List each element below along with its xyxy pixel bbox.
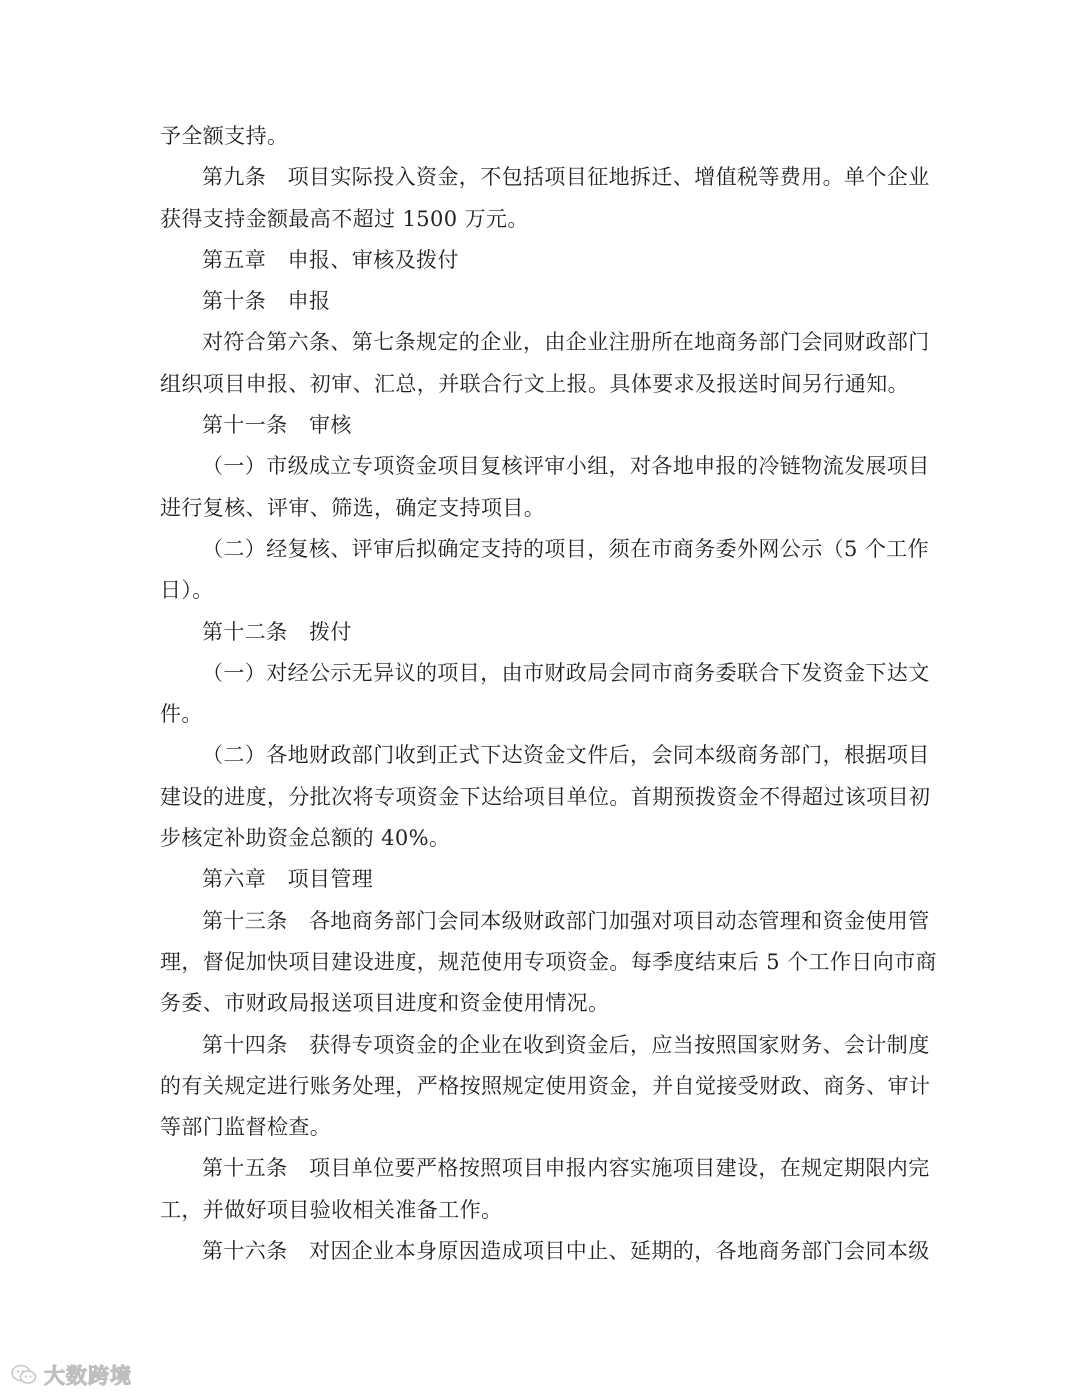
- text-line: 日）。: [160, 578, 214, 603]
- text-line: 进行复核、评审、筛选，确定支持项目。: [160, 495, 546, 520]
- watermark-text: 大数跨境: [44, 1364, 132, 1388]
- chapter-heading: 第六章 项目管理: [202, 867, 374, 892]
- chapter-heading: 第五章 申报、审核及拨付: [202, 247, 459, 272]
- article-heading: 第十一条 审核: [202, 413, 352, 438]
- text-line: 第十四条 获得专项资金的企业在收到资金后，应当按照国家财务、会计制度: [202, 1032, 930, 1057]
- text-line: （一）市级成立专项资金项目复核评审小组，对各地申报的冷链物流发展项目: [202, 454, 930, 479]
- text-line: 工，并做好项目验收相关准备工作。: [160, 1197, 503, 1222]
- text-line: 理，督促加快项目建设进度，规范使用专项资金。每季度结束后 5 个工作日向市商: [160, 949, 937, 974]
- text-line: 第九条 项目实际投入资金，不包括项目征地拆迁、增值税等费用。单个企业: [202, 165, 930, 190]
- text-line: （一）对经公示无异议的项目，由市财政局会同市商务委联合下发资金下达文: [202, 660, 930, 685]
- text-line: 第十五条 项目单位要严格按照项目申报内容实施项目建设，在规定期限内完: [202, 1156, 930, 1181]
- text-line: 第十三条 各地商务部门会同本级财政部门加强对项目动态管理和资金使用管: [202, 908, 930, 933]
- text-line: 等部门监督检查。: [160, 1115, 332, 1140]
- text-line: 予全额支持。: [160, 124, 289, 148]
- text-line: 建设的进度，分批次将专项资金下达给项目单位。首期预拨资金不得超过该项目初: [160, 784, 931, 809]
- watermark: [10, 1358, 132, 1392]
- text-line: 务委、市财政局报送项目进度和资金使用情况。: [160, 991, 610, 1016]
- text-line: 步核定补助资金总额的 40%。: [160, 826, 451, 851]
- document-body: [160, 116, 937, 1272]
- text-line: （二）各地财政部门收到正式下达资金文件后，会同本级商务部门，根据项目: [202, 743, 930, 768]
- text-line: 组织项目申报、初审、汇总，并联合行文上报。具体要求及报送时间另行通知。: [160, 371, 909, 396]
- text-line: （二）经复核、评审后拟确定支持的项目，须在市商务委外网公示（5 个工作: [202, 536, 930, 561]
- wechat-logo-icon: [10, 1361, 38, 1389]
- text-line: 第十六条 对因企业本身原因造成项目中止、延期的，各地商务部门会同本级: [202, 1239, 930, 1264]
- text-line: 对符合第六条、第七条规定的企业，由企业注册所在地商务部门会同财政部门: [202, 330, 930, 355]
- text-line: 件。: [160, 702, 203, 727]
- article-heading: 第十二条 拨付: [202, 619, 352, 644]
- text-line: 获得支持金额最高不超过 1500 万元。: [160, 206, 529, 231]
- text-line: 的有关规定进行账务处理，严格按照规定使用资金，并自觉接受财政、商务、审计: [160, 1073, 931, 1098]
- article-heading: 第十条 申报: [202, 289, 331, 314]
